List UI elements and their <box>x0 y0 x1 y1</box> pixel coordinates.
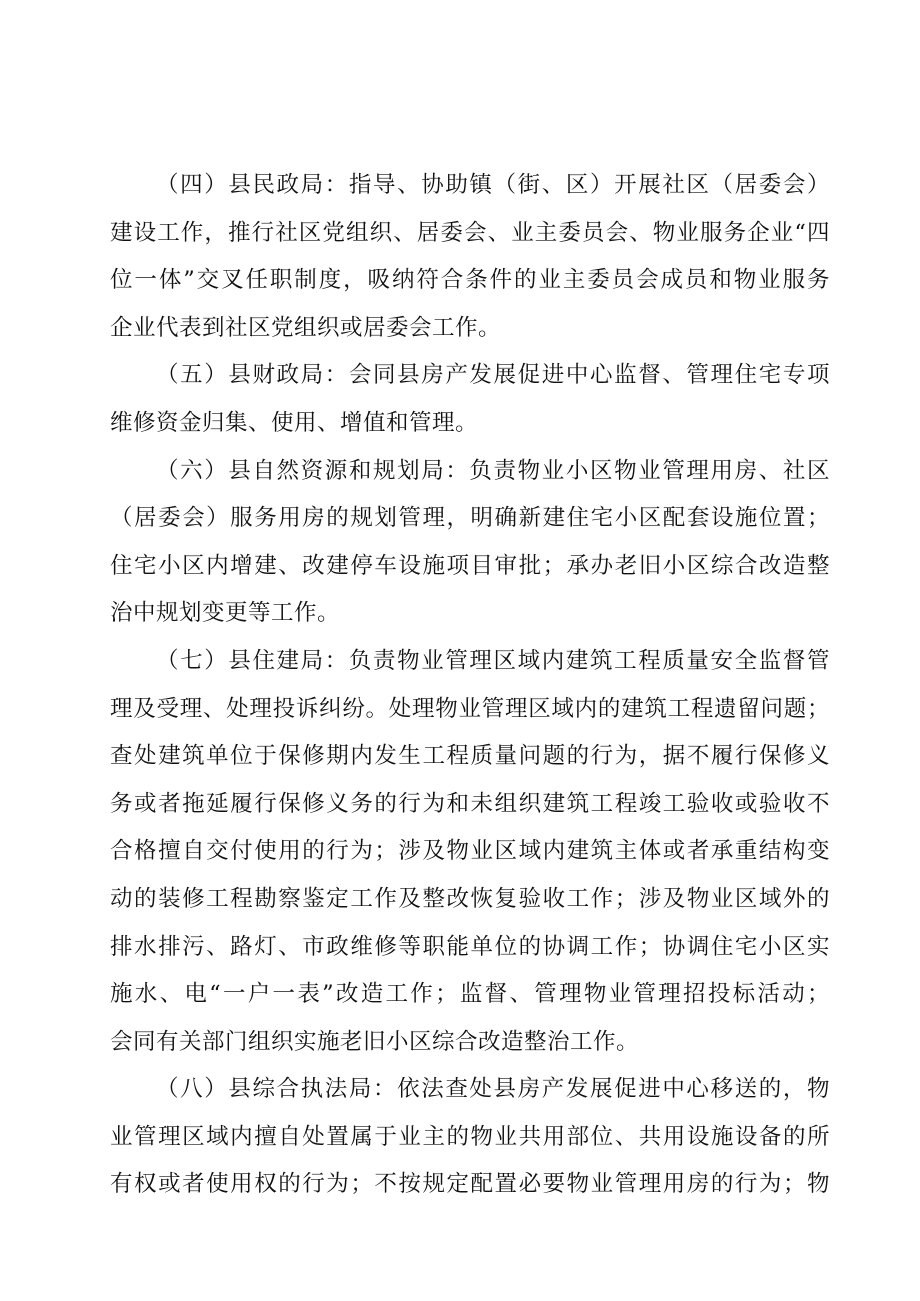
paragraph-civil-affairs <box>110 162 830 352</box>
text-line: 有权或者使用权的行为；不按规定配置必要物业管理用房的行为；物 <box>110 1171 830 1198</box>
text-line: 查处建筑单位于保修期内发生工程质量问题的行为，据不履行保修义 <box>110 743 830 770</box>
text-line: 位一体”交叉任职制度，吸纳符合条件的业主委员会成员和物业服务 <box>110 267 830 294</box>
paragraph-finance <box>110 352 830 447</box>
text-line: 业管理区域内擅自处置属于业主的物业共用部位、共用设施设备的所 <box>110 1123 830 1150</box>
text-line: 理及受理、处理投诉纠纷。处理物业管理区域内的建筑工程遗留问题； <box>110 695 830 722</box>
paragraph-law-enforcement <box>110 1066 830 1209</box>
paragraph-natural-resources <box>110 448 830 638</box>
text-line: 务或者拖延履行保修义务的行为和未组织建筑工程竣工验收或验收不 <box>110 790 830 817</box>
text-line: 排水排污、路灯、市政维修等职能单位的协调工作；协调住宅小区实 <box>110 933 830 960</box>
text-line: 动的装修工程勘察鉴定工作及整改恢复验收工作；涉及物业区域外的 <box>110 885 830 912</box>
text-line: （四）县民政局：指导、协助镇（街、区）开展社区（居委会） <box>156 172 830 198</box>
text-line: （六）县自然资源和规划局：负责物业小区物业管理用房、社区 <box>156 457 830 484</box>
text-line: （居委会）服务用房的规划管理，明确新建住宅小区配套设施位置； <box>110 505 830 532</box>
text-line: 施水、电“一户一表”改造工作；监督、管理物业管理招投标活动； <box>110 981 830 1008</box>
text-line: （五）县财政局：会同县房产发展促进中心监督、管理住宅专项 <box>156 362 830 389</box>
text-line: 合格擅自交付使用的行为；涉及物业区域内建筑主体或者承重结构变 <box>110 838 830 865</box>
document-body <box>110 162 830 1209</box>
text-line: 企业代表到社区党组织或居委会工作。 <box>110 314 502 341</box>
paragraph-housing-construction <box>110 638 830 1066</box>
text-line: （八）县综合执法局：依法查处县房产发展促进中心移送的，物 <box>156 1076 830 1103</box>
text-line: 建设工作，推行社区党组织、居委会、业主委员会、物业服务企业“四 <box>110 219 830 246</box>
text-line: 会同有关部门组织实施老旧小区综合改造整治工作。 <box>110 1028 640 1055</box>
text-line: 治中规划变更等工作。 <box>110 600 341 627</box>
text-line: 住宅小区内增建、改建停车设施项目审批；承办老旧小区综合改造整 <box>110 552 830 579</box>
text-line: 维修资金归集、使用、增值和管理。 <box>110 409 479 436</box>
text-line: （七）县住建局：负责物业管理区域内建筑工程质量安全监督管 <box>156 647 830 674</box>
